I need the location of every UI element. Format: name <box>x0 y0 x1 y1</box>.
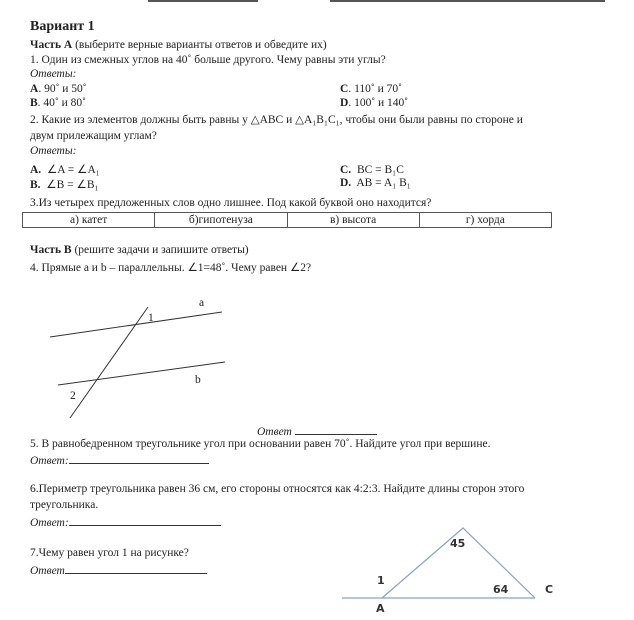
q2-text-line1: 2. Какие из элементов должны быть равны у △ABC и △A₁B₁C₁, чтобы они были равны по стороне и <box>30 114 523 126</box>
transversal-line <box>70 307 148 418</box>
label-angle-64: 64 <box>493 583 509 596</box>
label-b: b <box>195 374 201 386</box>
answer-blank[interactable] <box>65 562 207 574</box>
q5-answer: Ответ: <box>30 452 209 468</box>
q1-option-a: А. 90˚ и 50˚ <box>30 83 87 95</box>
q1-answers-label: Ответы: <box>30 68 77 80</box>
q2-option-c: С. BC = B₁C <box>340 164 404 176</box>
q7-answer: Ответ <box>30 562 207 578</box>
q2-option-a: А. ∠A = ∠A₁ <box>30 164 100 176</box>
q3-cell-b: б)гипотенуза <box>155 213 287 228</box>
label-c: C <box>545 583 554 596</box>
q2-option-d: D. AB = A₁ B₁ <box>340 177 411 189</box>
part-note: (решите задачи и запишите ответы) <box>74 244 249 256</box>
label-angle-2: 2 <box>70 390 76 402</box>
label-angle-1: 1 <box>377 574 385 587</box>
label-angle-1: 1 <box>148 312 154 324</box>
q5-text: 5. В равнобедренном треугольнике угол при основании равен 70˚. Найдите угол при вершине. <box>30 438 491 450</box>
q3-cell-a: а) катет <box>23 213 155 228</box>
answer-blank[interactable] <box>69 514 221 526</box>
parallel-lines-figure <box>50 307 225 418</box>
answer-blank[interactable] <box>295 423 377 435</box>
part-note: (выберите верные варианты ответов и обведите их) <box>75 39 327 51</box>
q3-cell-v: в) высота <box>287 213 419 228</box>
q4-answer: Ответ <box>257 423 377 439</box>
label-a: a <box>199 297 205 309</box>
q3-text: 3.Из четырех предложенных слов одно лишнее. Под какой буквой оно находится? <box>30 197 432 209</box>
q2-text-line2: двум прилежащим углам? <box>30 130 157 142</box>
q6-text-line1: 6.Периметр треугольника равен 36 см, его стороны относятся как 4:2:3. Найдите длины сторон этого <box>30 483 525 495</box>
q1-option-d: D. 100˚ и 140˚ <box>340 97 409 109</box>
part-label: Часть А <box>30 39 73 51</box>
q1-option-c: С. 110˚ и 70˚ <box>340 83 402 95</box>
q2-answers-label: Ответы: <box>30 145 77 157</box>
q7-text: 7.Чему равен угол 1 на рисунке? <box>30 547 189 559</box>
label-apex-45: 45 <box>450 537 466 550</box>
q2-option-b: В. ∠B = ∠B₁ <box>30 179 99 191</box>
q4-text: 4. Прямые a и b – параллельны. ∠1=48˚. Чему равен ∠2? <box>30 262 312 274</box>
q6-answer: Ответ: <box>30 514 221 530</box>
q6-text-line2: треугольника. <box>30 499 99 511</box>
variant-title: Вариант 1 <box>30 19 95 34</box>
part-label: Часть В <box>30 244 72 256</box>
answer-blank[interactable] <box>69 452 209 464</box>
q3-cell-g: г) хорда <box>419 213 551 228</box>
q1-option-b: В. 40˚ и 80˚ <box>30 97 86 109</box>
q1-text: 1. Один из смежных углов на 40˚ больше другого. Чему равны эти углы? <box>30 54 386 66</box>
label-a-vertex: A <box>376 602 385 615</box>
